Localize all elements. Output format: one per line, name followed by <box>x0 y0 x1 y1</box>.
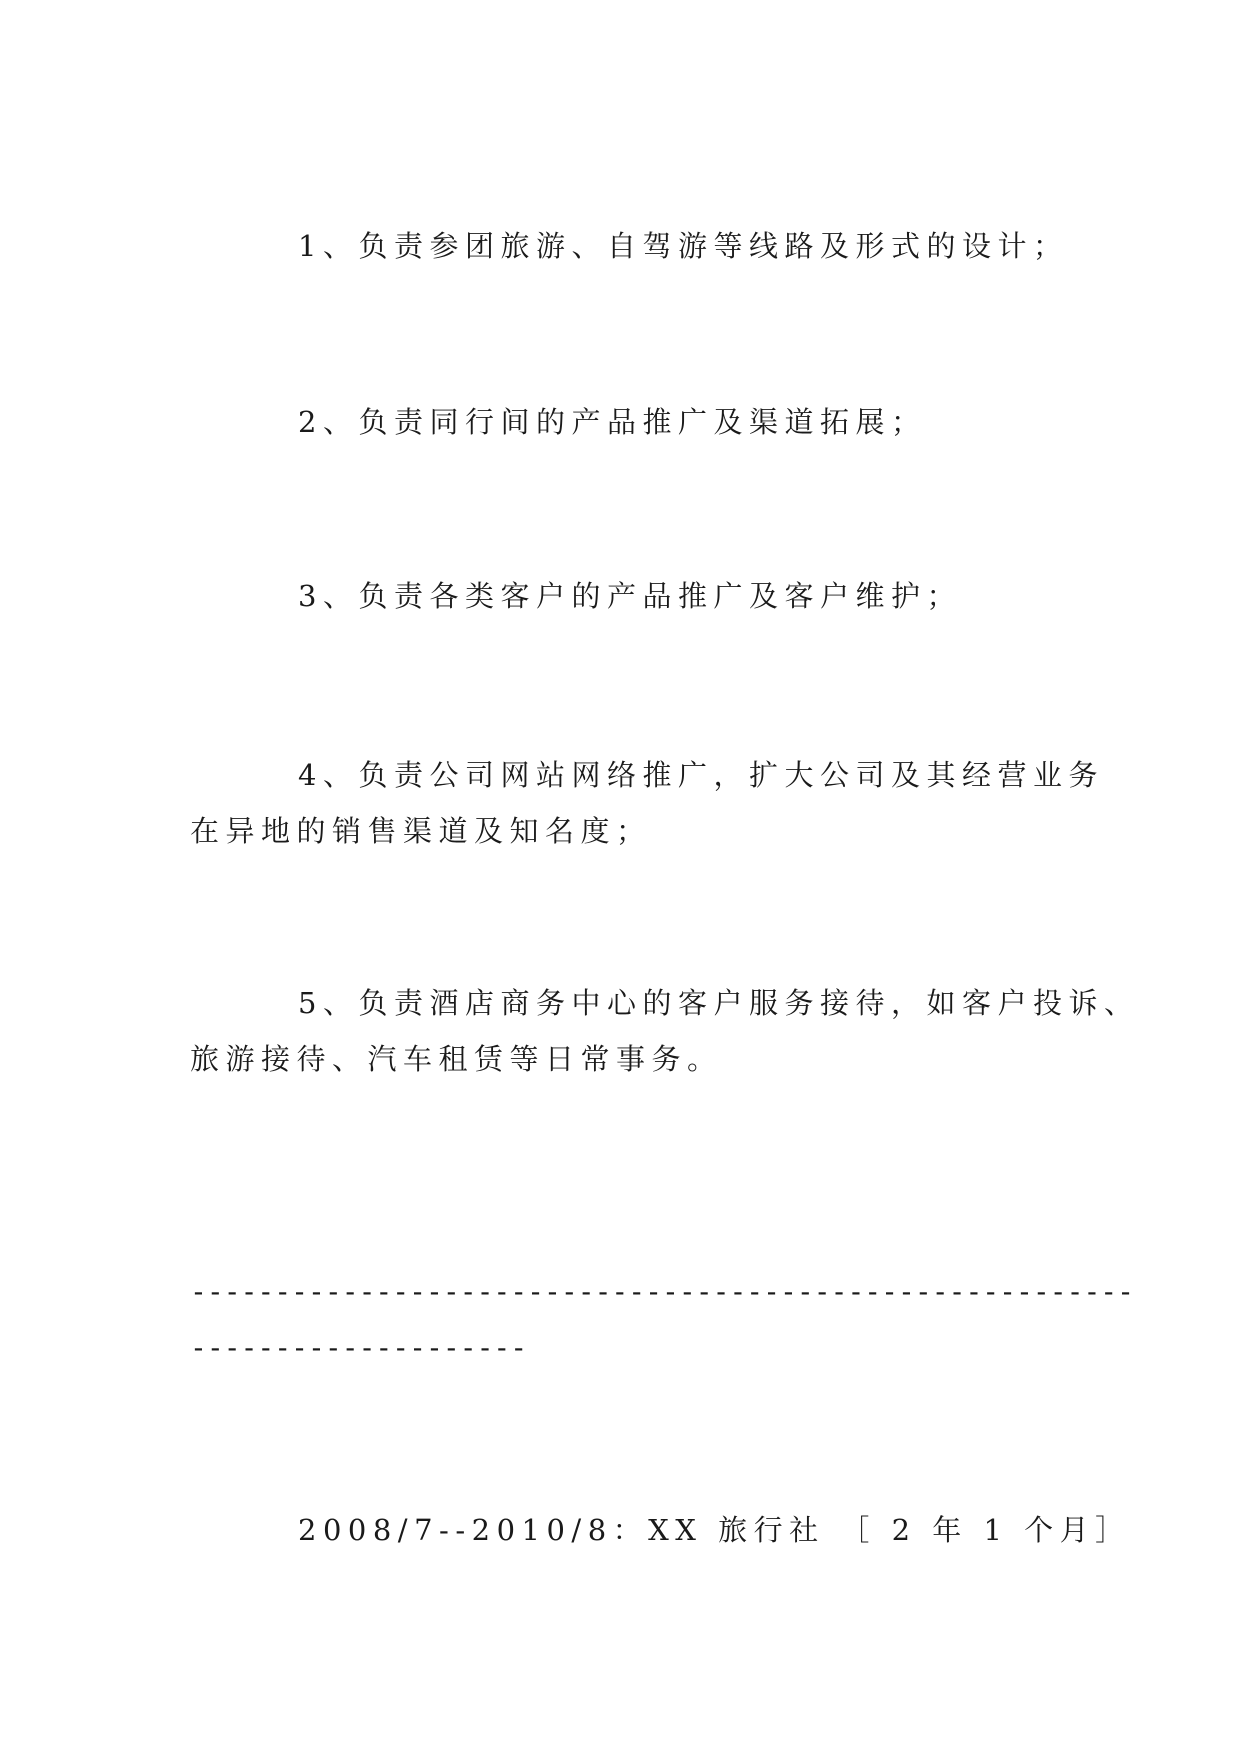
separator-line-1: -------------------------------------------------------- <box>190 1275 1135 1308</box>
duty-item-3-text: 3、负责各类客户的产品推广及客户维护； <box>298 579 962 613</box>
job-entry-text: 2008/7--2010/8：XX 旅行社 ［ 2 年 1 个月］ <box>298 1513 1131 1547</box>
duty-item-4-line-2: 在异地的销售渠道及知名度； <box>190 814 652 848</box>
duty-item-2 <box>190 394 1070 450</box>
duty-item-1 <box>190 218 1070 274</box>
duty-item-3 <box>190 568 1070 624</box>
duty-item-5 <box>190 975 1140 1087</box>
duty-item-2-text: 2、负责同行间的产品推广及渠道拓展； <box>298 405 927 439</box>
job-entry <box>190 1502 1131 1558</box>
duty-item-5-line-2: 旅游接待、汽车租赁等日常事务。 <box>190 1042 723 1076</box>
separator-line-2: -------------------- <box>190 1331 528 1364</box>
duty-item-5-line-1: 5、负责酒店商务中心的客户服务接待，如客户投诉、 <box>298 986 1140 1020</box>
separator-line <box>190 1264 1135 1376</box>
duty-item-1-text: 1、负责参团旅游、自驾游等线路及形式的设计； <box>298 229 1069 263</box>
duty-item-4 <box>190 747 1104 859</box>
duty-item-4-line-1: 4、负责公司网站网络推广，扩大公司及其经营业务 <box>298 758 1104 792</box>
